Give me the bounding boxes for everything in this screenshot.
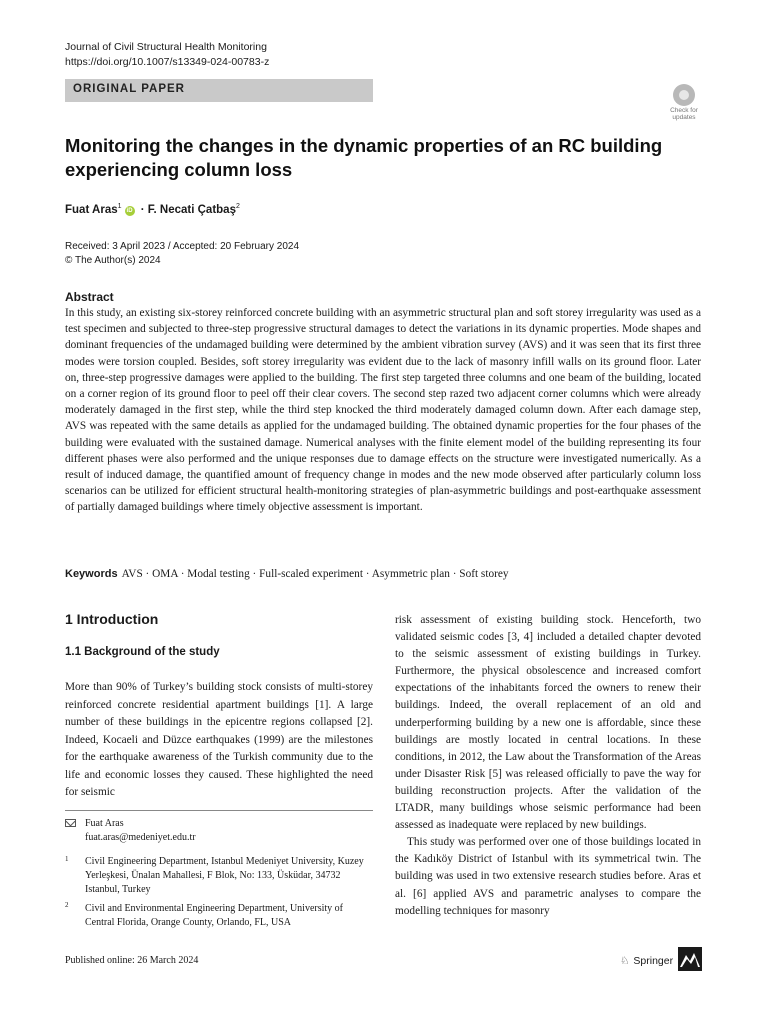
affiliation-2-number: 2 xyxy=(65,901,69,909)
publisher-mark xyxy=(620,955,673,967)
affiliation-1-number: 1 xyxy=(65,855,69,863)
section-heading-introduction: 1 Introduction xyxy=(65,611,159,627)
received-dates: Received: 3 April 2023 / Accepted: 20 February 2024 xyxy=(65,241,300,252)
author-1-affiliation: 1 xyxy=(117,203,122,210)
publisher-name: Springer xyxy=(633,955,674,967)
keywords-label: Keywords xyxy=(65,568,118,580)
body-left-column xyxy=(65,679,373,802)
body-right-column xyxy=(395,612,701,920)
check-for-updates-icon xyxy=(673,84,695,106)
corresponding-author-email[interactable]: fuat.aras@medeniyet.edu.tr xyxy=(85,832,196,843)
corresponding-author-name: Fuat Aras xyxy=(85,818,124,829)
springer-horse-icon: ♘ xyxy=(620,955,630,967)
article-type-label: ORIGINAL PAPER xyxy=(73,83,185,95)
subsection-heading-background: 1.1 Background of the study xyxy=(65,646,220,658)
author-separator: · xyxy=(137,203,148,216)
keywords xyxy=(65,566,701,582)
author-2-name[interactable]: F. Necati Çatbaş xyxy=(147,203,236,216)
body-paragraph: This study was performed over one of those buildings located in the Kadıköy District of Istanbul with its symmetrical twin. The building was used in two extensive research studies before. Aras et al. [6] applied AVS and parametric analyses to compare the modelling techniques for masonry xyxy=(395,836,701,917)
author-2-affiliation: 2 xyxy=(235,203,240,210)
doi-link[interactable]: https://doi.org/10.1007/s13349-024-00783-z xyxy=(65,56,270,68)
published-online: Published online: 26 March 2024 xyxy=(65,955,199,966)
abstract-heading: Abstract xyxy=(65,290,114,304)
keywords-text: AVS · OMA · Modal testing · Full-scaled experiment · Asymmetric plan · Soft storey xyxy=(121,568,509,580)
body-paragraph: More than 90% of Turkey’s building stock consists of multi-storey reinforced concrete residential apartment buildings [1]. A large number of these buildings in the epicentre regions collapsed [2]. Indeed, Kocaeli and Düzce earthquakes (1999) are the milestones for the earthquake awareness of the Turkish community due to the life and economic losses they caused. These highlighted the need for seismic xyxy=(65,681,373,798)
footnote-divider xyxy=(65,810,373,811)
paper-title: Monitoring the changes in the dynamic properties of an RC building experiencing column loss xyxy=(65,135,663,180)
author-list xyxy=(65,203,240,216)
abstract-text: In this study, an existing six-storey reinforced concrete building with an asymmetric structural plan and soft storey irregularity was used as a test specimen and subjected to three-step progressive structural damages to detect the variations in its dynamic properties. Mode shapes and dominant frequencies of the undamaged building were determined by the ambient vibration survey (AVS) and it was seen that its first three modes were torsion coupled. Besides, soft storey irregularity was evident due to the lack of masonry infill walls on its ground floor. Later on, three-step progressive damages were applied to the building. The first step targeted three columns and one beam of the building, located on a corner region of its ground floor to peel off their clear covers. The second step razed two adjacent corner columns which were already moderately damaged in the first step, while the third step knocked the third moderately damaged column down. After each damage step, AVS was repeated with the same details as applied for the undamaged building. The obtained dynamic properties for the four phases of the building were evaluated with the sustained damage. Numerical analyses with the finite element model of the building representing its four different phases were also performed and the unique responses due to damage effects on the structure were investigated numerically. As a result of induced damage, the quantified amount of frequency change in modes and the new mode observed after particularly column loss scenarios can be utilized for efficient structural health-monitoring strategies of plan-asymmetric buildings and post-earthquake assessment of partially damaged buildings where timely objective assessment is important. xyxy=(65,307,701,514)
author-1-name[interactable]: Fuat Aras xyxy=(65,203,118,216)
affiliation-2: Civil and Environmental Engineering Department, University of Central Florida, Orange County, Orlando, FL, USA xyxy=(85,903,343,928)
check-for-updates-text: Check for updates xyxy=(670,107,698,121)
jcshm-logo-icon xyxy=(678,947,702,971)
affiliation-1: Civil Engineering Department, Istanbul Medeniyet University, Kuzey Yerleşkesi, Ünalan Mahallesi, F Blok, No: 133, Üsküdar, 34732 Istanbul, Turkey xyxy=(85,856,364,895)
envelope-icon xyxy=(65,819,76,827)
check-for-updates-badge[interactable] xyxy=(664,84,704,124)
body-paragraph: risk assessment of existing building stock. Henceforth, two validated seismic codes [3, 4] included a detailed chapter devoted to the seismic assessment of existing buildings in Turkey. Furthermore, the physical obsolescence and increased comfort expectations of the inhabitants forced the owners to renew their buildings. Indeed, the overall replacement of an old and underperforming building by a new one is affordable, since these buildings are mostly located in central locations. In these conditions, in 2012, the Law about the Transformation of the Areas under Disaster Risk [5] was released officially to pave the way for building reconstruction projects. After the validation of the LTADR, many buildings whose seismic performance had been assessed as inadequate were replaced by new buildings. xyxy=(395,614,701,832)
orcid-icon[interactable]: iD xyxy=(126,207,133,214)
journal-name: Journal of Civil Structural Health Monitoring xyxy=(65,41,267,53)
copyright-line: © The Author(s) 2024 xyxy=(65,255,161,266)
